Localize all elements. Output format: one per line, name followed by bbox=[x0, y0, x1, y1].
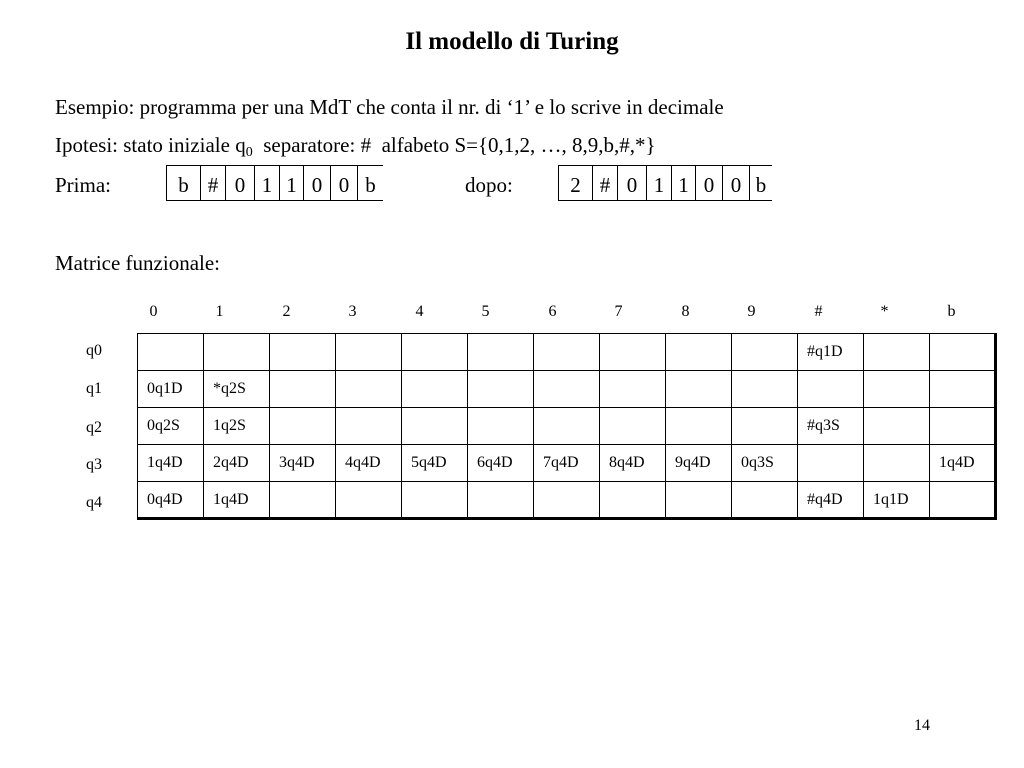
matrix-column-header: 4 bbox=[415, 303, 424, 320]
matrix-cell bbox=[336, 334, 402, 371]
matrix-cell bbox=[732, 371, 798, 408]
matrix-cell bbox=[534, 371, 600, 408]
matrix-column-header: 5 bbox=[481, 303, 490, 320]
matrix-cell bbox=[402, 408, 468, 445]
matrix-row-label: q0 bbox=[86, 342, 102, 359]
matrix-cell: 0q4D bbox=[138, 482, 204, 519]
matrix-cell bbox=[600, 408, 666, 445]
hypothesis-text bbox=[55, 133, 656, 161]
matrix-cell bbox=[270, 371, 336, 408]
matrix-column-header: 8 bbox=[681, 303, 690, 320]
matrix-column-header: 2 bbox=[282, 303, 291, 320]
matrix-cell bbox=[666, 408, 732, 445]
tape-cell: 0 bbox=[226, 166, 255, 200]
matrix-row-q4 bbox=[138, 482, 996, 519]
matrix-cell bbox=[600, 371, 666, 408]
tape-cell: 0 bbox=[723, 166, 750, 200]
matrix-cell bbox=[666, 334, 732, 371]
matrix-row-q0 bbox=[138, 334, 996, 371]
hypothesis-subscript: 0 bbox=[245, 145, 253, 160]
tape-cell: 1 bbox=[255, 166, 280, 200]
matrix-cell bbox=[468, 482, 534, 519]
matrix-cell: #q4D bbox=[798, 482, 864, 519]
matrix-cell bbox=[798, 371, 864, 408]
matrix-cell bbox=[864, 371, 930, 408]
matrix-column-header: 7 bbox=[614, 303, 623, 320]
matrix-cell bbox=[402, 482, 468, 519]
page-number: 14 bbox=[914, 717, 930, 734]
matrix-cell bbox=[930, 371, 996, 408]
matrix-cell bbox=[336, 408, 402, 445]
matrix-cell: 0q2S bbox=[138, 408, 204, 445]
tape-cell: b bbox=[167, 166, 201, 200]
matrix-cell: 7q4D bbox=[534, 445, 600, 482]
matrix-row-label: q1 bbox=[86, 380, 102, 397]
matrix-row-label: q4 bbox=[86, 494, 102, 511]
matrix-cell bbox=[270, 482, 336, 519]
tape-after bbox=[558, 165, 772, 201]
matrix-column-header: 6 bbox=[548, 303, 557, 320]
matrix-row-q3 bbox=[138, 445, 996, 482]
matrix-cell bbox=[864, 408, 930, 445]
matrix-cell bbox=[138, 334, 204, 371]
matrix-cell: #q3S bbox=[798, 408, 864, 445]
tape-before-label: Prima: bbox=[55, 173, 111, 197]
matrix-cell bbox=[468, 334, 534, 371]
matrix-cell bbox=[732, 408, 798, 445]
matrix-column-header: b bbox=[947, 303, 956, 320]
matrix-row-q1 bbox=[138, 371, 996, 408]
matrix-cell: 9q4D bbox=[666, 445, 732, 482]
tape-cell: # bbox=[593, 166, 618, 200]
matrix-cell bbox=[600, 334, 666, 371]
matrix-cell bbox=[534, 334, 600, 371]
matrix-cell bbox=[732, 482, 798, 519]
matrix-cell: 0q1D bbox=[138, 371, 204, 408]
matrix-cell: 1q4D bbox=[204, 482, 270, 519]
matrix-cell bbox=[864, 445, 930, 482]
matrix-cell bbox=[930, 482, 996, 519]
tape-cell: 0 bbox=[331, 166, 358, 200]
example-text: Esempio: programma per una MdT che conta il nr. di ‘1’ e lo scrive in decimale bbox=[55, 95, 724, 119]
matrix-row-label: q3 bbox=[86, 456, 102, 473]
functional-matrix bbox=[137, 333, 997, 520]
matrix-column-header: 0 bbox=[149, 303, 158, 320]
matrix-cell bbox=[468, 408, 534, 445]
tape-cell: b bbox=[365, 173, 376, 197]
matrix-cell: 4q4D bbox=[336, 445, 402, 482]
matrix-cell: 8q4D bbox=[600, 445, 666, 482]
matrix-cell bbox=[798, 445, 864, 482]
tape-cell: b bbox=[755, 173, 767, 197]
tape-cell: # bbox=[201, 166, 226, 200]
matrix-cell: 5q4D bbox=[402, 445, 468, 482]
matrix-column-header: 9 bbox=[747, 303, 756, 320]
tape-cell: 0 bbox=[696, 166, 723, 200]
tape-cell: 1 bbox=[647, 166, 672, 200]
matrix-cell: 1q4D bbox=[138, 445, 204, 482]
matrix-cell bbox=[402, 371, 468, 408]
tape-cell: 0 bbox=[618, 166, 647, 200]
matrix-cell bbox=[336, 371, 402, 408]
matrix-cell bbox=[600, 482, 666, 519]
matrix-row-label: q2 bbox=[86, 419, 102, 436]
matrix-cell: 1q4D bbox=[930, 445, 996, 482]
matrix-cell: 3q4D bbox=[270, 445, 336, 482]
matrix-column-header: 1 bbox=[215, 303, 224, 320]
matrix-cell bbox=[534, 482, 600, 519]
hypothesis-prefix: Ipotesi: stato iniziale q bbox=[55, 133, 246, 157]
matrix-cell: 2q4D bbox=[204, 445, 270, 482]
matrix-cell bbox=[732, 334, 798, 371]
matrix-column-header: # bbox=[814, 303, 823, 320]
matrix-cell bbox=[402, 334, 468, 371]
tape-cell: 0 bbox=[304, 166, 331, 200]
matrix-label: Matrice funzionale: bbox=[55, 251, 221, 275]
tape-cell: 1 bbox=[280, 166, 304, 200]
matrix-cell bbox=[336, 482, 402, 519]
matrix-cell: 0q3S bbox=[732, 445, 798, 482]
matrix-cell bbox=[864, 334, 930, 371]
matrix-column-header: * bbox=[880, 303, 889, 320]
matrix-cell bbox=[930, 334, 996, 371]
tape-cell: 2 bbox=[559, 166, 593, 200]
matrix-cell: 1q1D bbox=[864, 482, 930, 519]
matrix-cell: 6q4D bbox=[468, 445, 534, 482]
matrix-row-q2 bbox=[138, 408, 996, 445]
matrix-cell: *q2S bbox=[204, 371, 270, 408]
matrix-cell bbox=[534, 408, 600, 445]
matrix-cell: 1q2S bbox=[204, 408, 270, 445]
matrix-cell bbox=[270, 408, 336, 445]
matrix-column-header: 3 bbox=[348, 303, 357, 320]
hypothesis-rest: separatore: # alfabeto S={0,1,2, …, 8,9,b,#,*} bbox=[252, 133, 656, 157]
matrix-cell bbox=[666, 482, 732, 519]
tape-before bbox=[166, 165, 383, 201]
matrix-cell bbox=[270, 334, 336, 371]
tape-after-label: dopo: bbox=[465, 173, 513, 197]
matrix-cell bbox=[666, 371, 732, 408]
matrix-cell bbox=[468, 371, 534, 408]
tape-cell: 1 bbox=[672, 166, 696, 200]
matrix-cell bbox=[930, 408, 996, 445]
matrix-cell bbox=[204, 334, 270, 371]
matrix-cell: #q1D bbox=[798, 334, 864, 371]
slide-title: Il modello di Turing bbox=[405, 28, 619, 55]
